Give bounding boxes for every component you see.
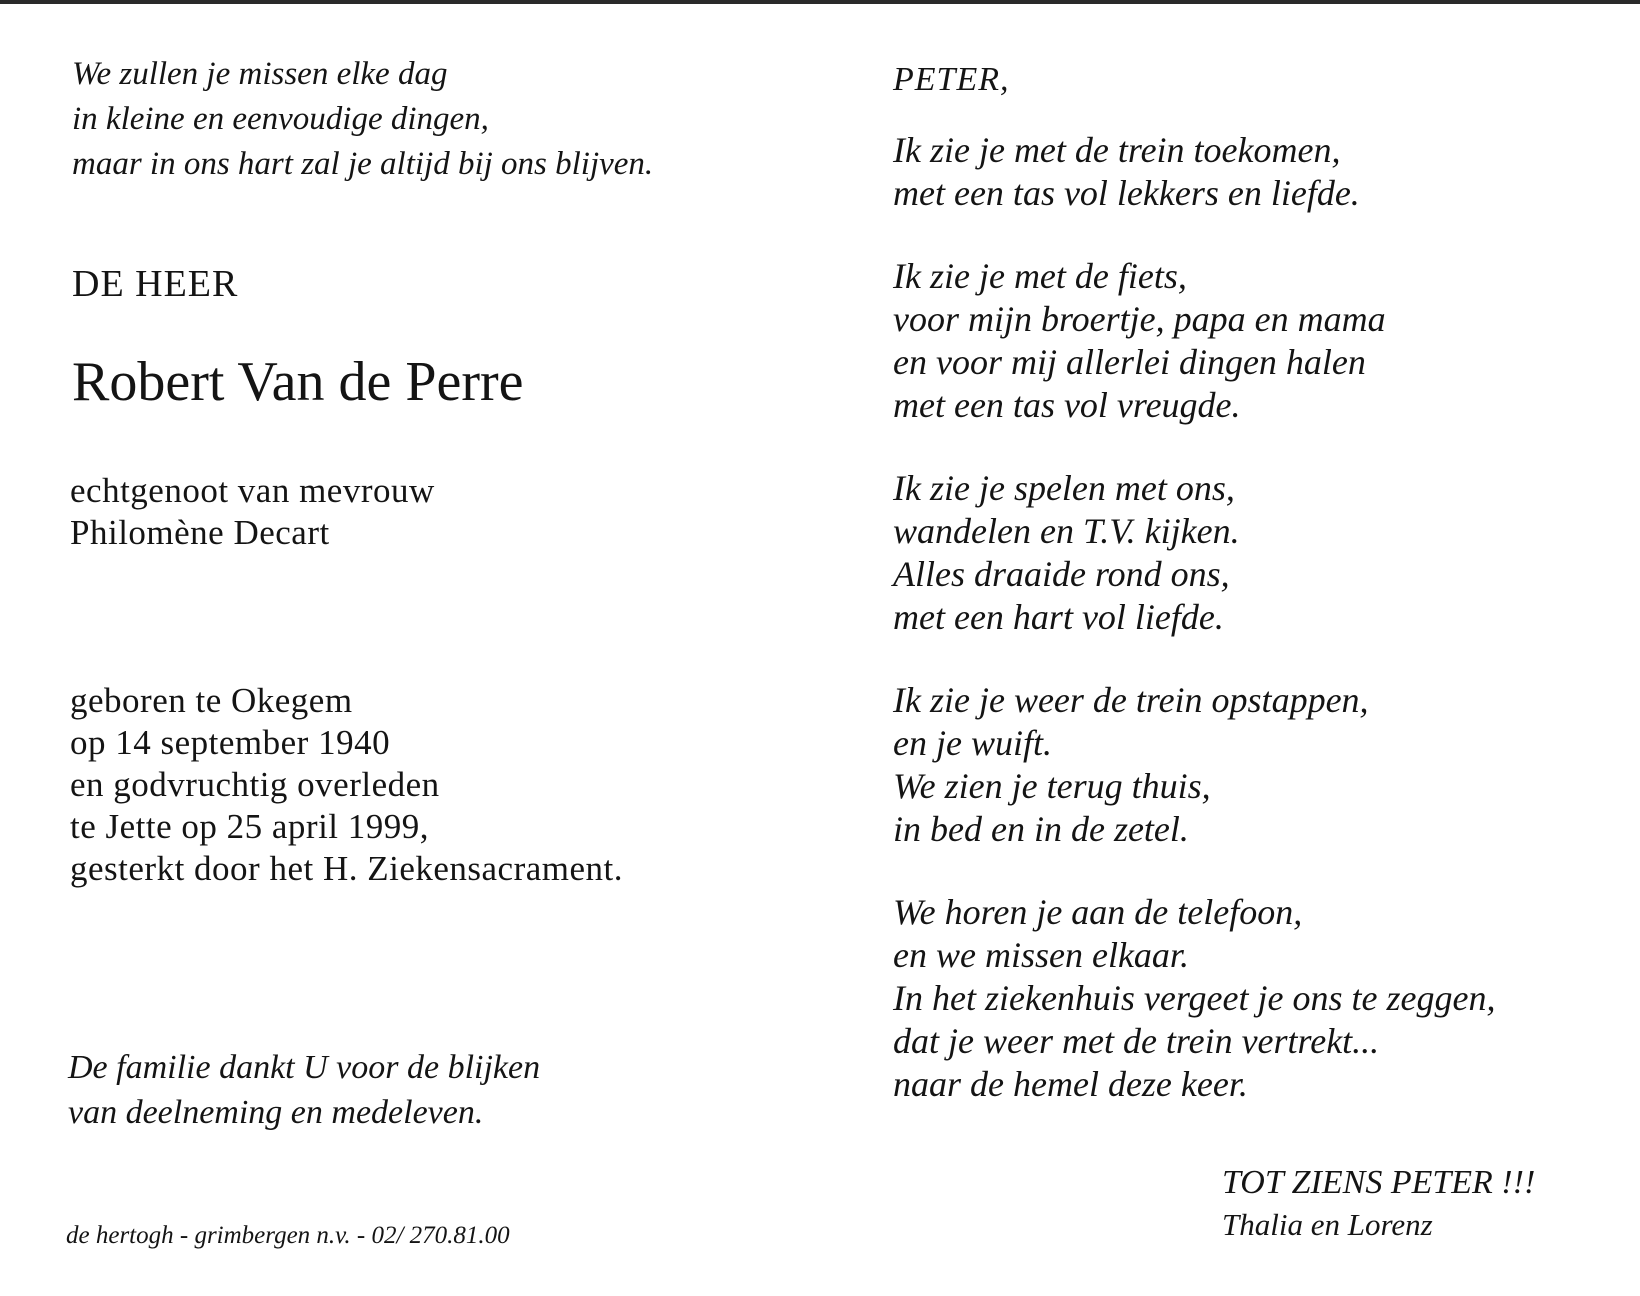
life-detail-line: te Jette op 25 april 1999, bbox=[70, 807, 430, 846]
thanks-line: De familie dankt U voor de blijken bbox=[68, 1049, 541, 1086]
poem-line: Alles draaide rond ons, bbox=[893, 554, 1230, 594]
life-detail-line: op 14 september 1940 bbox=[70, 723, 391, 762]
poem-stanza bbox=[893, 891, 1495, 1106]
signed-names: Thalia en Lorenz bbox=[1222, 1207, 1433, 1242]
poem-stanza bbox=[893, 679, 1495, 851]
farewell-line: TOT ZIENS PETER !!! bbox=[1222, 1164, 1536, 1201]
life-detail-line: gesterkt door het H. Ziekensacrament. bbox=[70, 849, 624, 888]
poem-line: naar de hemel deze keer. bbox=[893, 1064, 1248, 1104]
poem-line: We zullen je missen elke dag bbox=[72, 56, 448, 92]
farewell-signature bbox=[1222, 1162, 1535, 1246]
top-border-line bbox=[0, 0, 1640, 4]
deceased-name: Robert Van de Perre bbox=[72, 351, 524, 413]
life-detail-line: en godvruchtig overleden bbox=[70, 765, 440, 804]
poem-stanza bbox=[893, 467, 1495, 639]
poem-line: dat je weer met de trein vertrekt... bbox=[893, 1021, 1380, 1061]
poem-stanza bbox=[893, 255, 1495, 427]
poem-line: en je wuift. bbox=[893, 723, 1052, 763]
spouse-info bbox=[70, 470, 435, 554]
opening-poem bbox=[72, 52, 653, 187]
poem-line: in bed en in de zetel. bbox=[893, 809, 1189, 849]
poem-line: Ik zie je weer de trein opstappen, bbox=[893, 680, 1369, 720]
spouse-line: Philomène Decart bbox=[70, 513, 330, 552]
printer-imprint: de hertogh - grimbergen n.v. - 02/ 270.81.00 bbox=[66, 1222, 510, 1249]
peter-poem bbox=[893, 58, 1495, 1106]
poem-line: Ik zie je met de fiets, bbox=[893, 256, 1187, 296]
poem-line: in kleine en eenvoudige dingen, bbox=[72, 101, 489, 137]
poem-line: voor mijn broertje, papa en mama bbox=[893, 299, 1386, 339]
poem-line: Ik zie je spelen met ons, bbox=[893, 468, 1235, 508]
spouse-line: echtgenoot van mevrouw bbox=[70, 471, 435, 510]
family-thanks bbox=[68, 1045, 540, 1135]
poem-line: met een hart vol liefde. bbox=[893, 597, 1224, 637]
poem-greeting: PETER, bbox=[893, 61, 1010, 98]
poem-line: We horen je aan de telefoon, bbox=[893, 892, 1303, 932]
honorific: DE HEER bbox=[72, 263, 239, 305]
poem-line: In het ziekenhuis vergeet je ons te zeggen, bbox=[893, 978, 1496, 1018]
life-details bbox=[70, 680, 623, 890]
poem-stanza bbox=[893, 129, 1495, 215]
thanks-line: van deelneming en medeleven. bbox=[68, 1094, 484, 1131]
poem-line: en we missen elkaar. bbox=[893, 935, 1189, 975]
poem-line: wandelen en T.V. kijken. bbox=[893, 511, 1240, 551]
poem-line: met een tas vol lekkers en liefde. bbox=[893, 173, 1360, 213]
poem-line: Ik zie je met de trein toekomen, bbox=[893, 130, 1341, 170]
poem-line: met een tas vol vreugde. bbox=[893, 385, 1241, 425]
poem-line: en voor mij allerlei dingen halen bbox=[893, 342, 1366, 382]
poem-line: maar in ons hart zal je altijd bij ons blijven. bbox=[72, 146, 654, 182]
poem-line: We zien je terug thuis, bbox=[893, 766, 1211, 806]
life-detail-line: geboren te Okegem bbox=[70, 681, 353, 720]
